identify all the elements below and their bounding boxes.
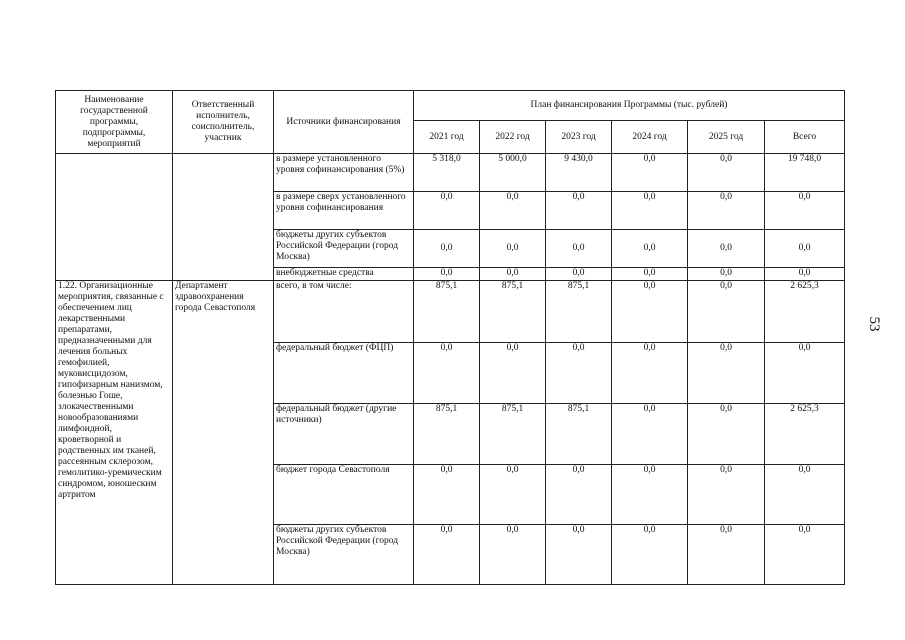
value-cell: 0,0 [414,192,480,230]
total-cell: 0,0 [765,230,845,268]
header-year: 2024 год [612,121,688,154]
value-cell: 0,0 [688,404,765,465]
value-cell: 0,0 [612,268,688,281]
header-executor: Ответственный исполнитель, соисполнитель, участник [173,91,274,154]
value-cell: 0,0 [480,525,546,585]
source-cell: бюджеты других субъектов Российской Федерации (город Москва) [274,525,414,585]
financing-plan-table [55,90,845,585]
value-cell: 0,0 [612,525,688,585]
value-cell: 0,0 [546,192,612,230]
source-cell: бюджет города Севастополя [274,465,414,525]
source-cell: в размере сверх установленного уровня софинансирования [274,192,414,230]
value-cell: 0,0 [688,192,765,230]
total-cell: 0,0 [765,525,845,585]
value-cell: 0,0 [688,268,765,281]
total-cell: 0,0 [765,268,845,281]
header-year: 2023 год [546,121,612,154]
value-cell: 875,1 [546,404,612,465]
header-year: 2025 год [688,121,765,154]
value-cell: 0,0 [688,343,765,404]
value-cell: 0,0 [612,281,688,343]
source-cell: бюджеты других субъектов Российской Федерации (город Москва) [274,230,414,268]
value-cell: 0,0 [688,154,765,192]
value-cell: 0,0 [414,343,480,404]
value-cell: 0,0 [546,268,612,281]
total-cell: 0,0 [765,192,845,230]
value-cell: 5 318,0 [414,154,480,192]
value-cell: 0,0 [546,525,612,585]
source-cell: всего, в том числе: [274,281,414,343]
value-cell: 0,0 [414,465,480,525]
value-cell: 0,0 [688,465,765,525]
header-name: Наименование государственной программы, подпрограммы, мероприятий [56,91,173,154]
source-cell: федеральный бюджет (ФЦП) [274,343,414,404]
page-number: 53 [866,316,882,332]
source-cell: федеральный бюджет (другие источники) [274,404,414,465]
value-cell: 0,0 [414,525,480,585]
value-cell: 9 430,0 [546,154,612,192]
value-cell: 0,0 [480,465,546,525]
total-cell: 2 625,3 [765,404,845,465]
source-cell: внебюджетные средства [274,268,414,281]
value-cell: 0,0 [612,343,688,404]
value-cell: 0,0 [414,268,480,281]
source-cell: в размере установленного уровня софинансирования (5%) [274,154,414,192]
value-cell: 0,0 [546,230,612,268]
value-cell: 0,0 [612,404,688,465]
executor-cell-empty [173,154,274,281]
table-row [56,281,845,343]
value-cell: 875,1 [414,404,480,465]
value-cell: 0,0 [612,230,688,268]
value-cell: 0,0 [480,230,546,268]
value-cell: 0,0 [612,465,688,525]
value-cell: 0,0 [688,281,765,343]
value-cell: 0,0 [612,154,688,192]
value-cell: 875,1 [546,281,612,343]
header-source: Источники финансирования [274,91,414,154]
header-total: Всего [765,121,845,154]
value-cell: 0,0 [546,465,612,525]
table-row [56,154,845,192]
value-cell: 0,0 [480,192,546,230]
value-cell: 0,0 [688,230,765,268]
total-cell: 0,0 [765,465,845,525]
total-cell: 2 625,3 [765,281,845,343]
header-plan: План финансирования Программы (тыс. рублей) [414,91,845,121]
value-cell: 875,1 [480,404,546,465]
value-cell: 5 000,0 [480,154,546,192]
value-cell: 0,0 [688,525,765,585]
value-cell: 0,0 [414,230,480,268]
value-cell: 875,1 [414,281,480,343]
value-cell: 0,0 [546,343,612,404]
total-cell: 19 748,0 [765,154,845,192]
value-cell: 875,1 [480,281,546,343]
program-item-name: 1.22. Организационные мероприятия, связанные с обеспечением лиц лекарственными препаратами, предназначенными для лечения больных гемофилией, муковисцидозом, гипофизарным нанизмом, болезнью Гоше, злокачественными новообразованиями лимфоидной, кроветворной и родственных им тканей, рассеянным склерозом, гемолитико-уремическим синдромом, юношеским артритом [56,281,173,585]
program-item-executor: Департамент здравоохранения города Севастополя [173,281,274,585]
value-cell: 0,0 [480,268,546,281]
value-cell: 0,0 [612,192,688,230]
value-cell: 0,0 [480,343,546,404]
name-cell-empty [56,154,173,281]
total-cell: 0,0 [765,343,845,404]
header-year: 2022 год [480,121,546,154]
header-year: 2021 год [414,121,480,154]
